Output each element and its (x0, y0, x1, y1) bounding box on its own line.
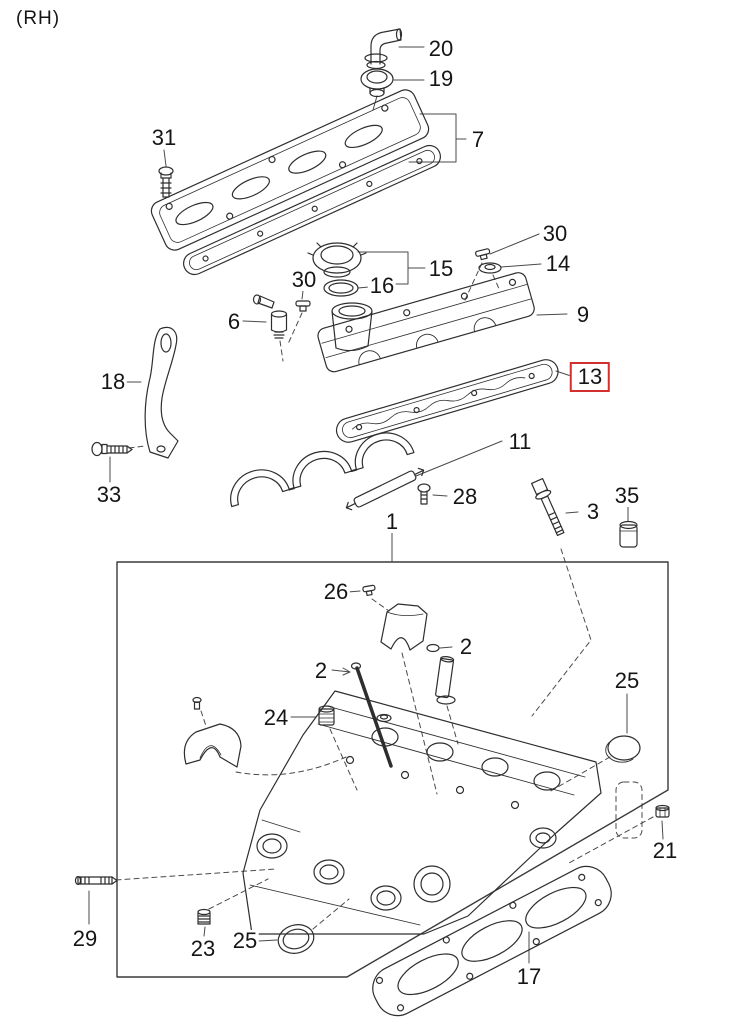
callout-13-highlighted[interactable]: 13 (570, 362, 610, 392)
callout-16[interactable]: 16 (369, 273, 395, 298)
callout-11[interactable]: 11 (508, 429, 532, 454)
part-18-bracket-drawing (145, 327, 178, 458)
part-6-pcv-valve-drawing (254, 295, 287, 338)
part-25-sealing-plug-top-drawing (606, 736, 640, 762)
callout-15[interactable]: 15 (428, 256, 454, 281)
part-31-bolt-drawing (159, 167, 173, 197)
callout-30[interactable]: 30 (542, 221, 568, 246)
part-3-head-bolt-drawing (530, 478, 568, 537)
part-1-cylinder-head-drawing (243, 691, 601, 934)
callout-24[interactable]: 24 (263, 705, 289, 730)
page-title: (RH) (16, 8, 61, 29)
baffle-plate-drawing (344, 466, 426, 513)
part-9-valve-cover-drawing (316, 271, 536, 374)
callout-19[interactable]: 19 (428, 66, 454, 91)
callout-20[interactable]: 20 (428, 36, 454, 61)
part-14-washer-drawing (479, 263, 501, 273)
callout-17[interactable]: 17 (516, 964, 542, 989)
assembly-boundary-box (117, 562, 668, 977)
callout-3[interactable]: 3 (586, 499, 600, 524)
callout-33[interactable]: 33 (96, 482, 122, 507)
part-33-bolt-drawing (92, 443, 132, 456)
callout-31[interactable]: 31 (151, 125, 177, 150)
camshaft-cap-drawing (381, 604, 427, 650)
callout-25[interactable]: 25 (614, 668, 640, 693)
callout-23[interactable]: 23 (190, 936, 216, 961)
callout-1[interactable]: 1 (385, 509, 399, 534)
callout-9[interactable]: 9 (576, 302, 590, 327)
part-7-valve-cover-drawing (148, 87, 432, 254)
callout-30[interactable]: 30 (291, 267, 317, 292)
callout-14[interactable]: 14 (545, 251, 571, 276)
callout-2[interactable]: 2 (314, 658, 328, 683)
leader-lines (89, 47, 663, 963)
callout-29[interactable]: 29 (72, 926, 98, 951)
callout-18[interactable]: 18 (100, 369, 126, 394)
part-19-grommet-drawing (361, 69, 393, 97)
front-camshaft-cap-drawing (184, 698, 241, 768)
part-26-clip-drawing (363, 585, 376, 596)
part-7-cover-gasket-drawing (180, 142, 444, 278)
part-29-stud-drawing (76, 877, 118, 885)
callout-21[interactable]: 21 (652, 838, 678, 863)
callout-6[interactable]: 6 (227, 309, 241, 334)
part-24-valve-stem-seal-drawing (319, 706, 334, 725)
part-2-valve-guide-drawing (427, 645, 455, 705)
part-23-screw-plug-drawing (198, 910, 210, 925)
part-17-head-gasket-drawing (365, 859, 619, 1023)
part-21-nut-drawing (656, 806, 669, 818)
part-25-seal-ring-bottom-drawing (275, 921, 317, 957)
callout-2[interactable]: 2 (459, 634, 473, 659)
callout-7[interactable]: 7 (471, 127, 485, 152)
callout-35[interactable]: 35 (614, 483, 640, 508)
callout-28[interactable]: 28 (452, 484, 478, 509)
callout-25[interactable]: 25 (232, 928, 258, 953)
part-16-filler-cap-gasket-drawing (324, 280, 358, 296)
part-30-clip-right-drawing (475, 248, 491, 260)
part-35-cap-drawing (620, 522, 637, 548)
part-28-screw-drawing (418, 484, 430, 504)
part-30-clip-left-drawing (296, 301, 310, 311)
callout-26[interactable]: 26 (323, 579, 349, 604)
part-20-breather-pipe-drawing (365, 29, 402, 69)
